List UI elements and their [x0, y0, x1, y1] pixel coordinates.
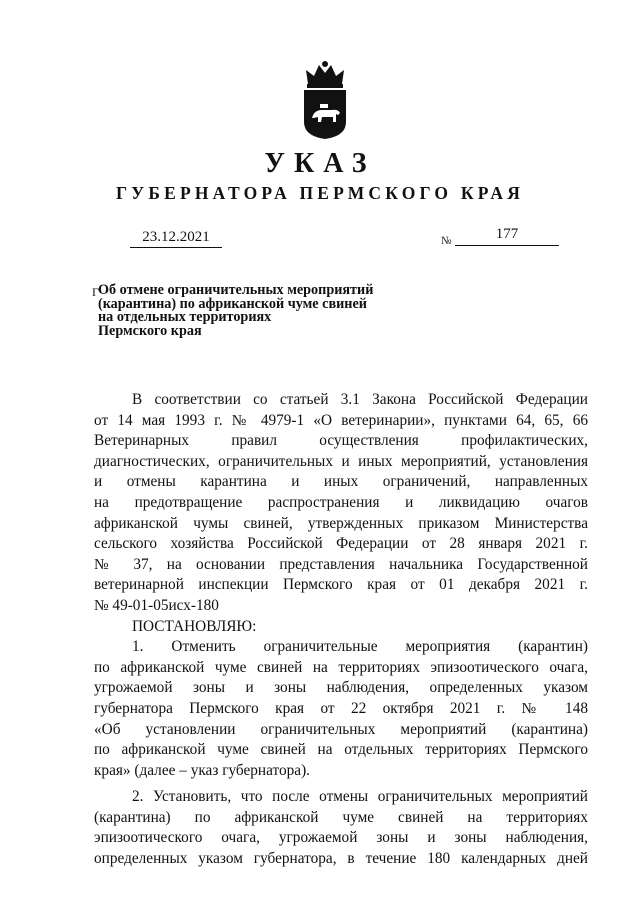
document-subject [98, 284, 398, 339]
item-2-line: определенных указом губернатора, в течение 180 календарных дней [94, 850, 588, 868]
subject-line: на отдельных территориях [98, 309, 272, 326]
item-1-line: губернатора Пермского края от 22 октября 2021 г. № 148 [94, 699, 588, 717]
item-1-line: «Об установлении ограничительных мероприятий (карантина) [94, 720, 588, 738]
item-1-line: края» (далее – указ губернатора). [94, 761, 311, 779]
body-line: сельского хозяйства Российской Федерации от 28 января 2021 г. [94, 535, 588, 553]
subject-line: (карантина) по африканской чуме свиней [98, 295, 367, 312]
body-line: № 49-01-05исх-180 [94, 596, 219, 614]
issuer-title: ГУБЕРНАТОРА ПЕРМСКОГО КРАЯ [115, 183, 525, 203]
body-line: и отмены карантина и иных ограничений, направленных [94, 473, 588, 491]
body-line: диагностических, ограничительных и иных мероприятий, установления [94, 452, 588, 470]
document-body [94, 390, 588, 870]
body-line: В соответствии со статьей 3.1 Закона Российской Федерации [132, 391, 588, 408]
item-1-line: по африканской чуме свиней на отдельных территориях Пермского [94, 741, 588, 759]
item-2-line: 2. Установить, что после отмены ограничительных мероприятий [132, 788, 588, 806]
body-line: ветеринарной инспекции Пермского края от 01 декабря 2021 г. [94, 576, 588, 594]
body-line: № 37, на основании представления начальника Государственной [94, 555, 588, 573]
item-2-line: эпизоотического очага, угрожаемой зоны и зоны наблюдения, [94, 829, 588, 847]
document-number: 177 [455, 226, 559, 246]
body-line: африканской чумы свиней, утвержденных приказом Министерства [94, 514, 588, 532]
body-line: на предотвращение распространения и ликвидацию очагов [94, 493, 588, 511]
decree-word: ПОСТАНОВЛЯЮ: [132, 617, 257, 635]
item-2-line: (карантина) по африканской чуме свиней на территориях [94, 808, 588, 826]
number-label: № [441, 235, 452, 247]
subject-line: Пермского края [98, 323, 202, 340]
document-title: УКАЗ [264, 148, 376, 179]
item-1-line: 1. Отменить ограничительные мероприятия (карантин) [132, 638, 588, 656]
item-1-line: угрожаемой зоны и зоны наблюдения, определенных указом [94, 679, 588, 697]
subject-line: Об отмене ограничительных мероприятий [98, 282, 374, 298]
document-date: 23.12.2021 [130, 229, 222, 248]
body-line: Ветеринарных правил осуществления профилактических, [94, 432, 588, 450]
subject-corner-mark: Г [92, 285, 99, 299]
coat-of-arms-emblem [300, 60, 350, 140]
item-1-line: по африканской чуме свиней на территориях эпизоотического очага, [94, 658, 588, 676]
body-line: от 14 мая 1993 г. № 4979-1 «О ветеринарии», пунктами 64, 65, 66 [94, 411, 588, 429]
